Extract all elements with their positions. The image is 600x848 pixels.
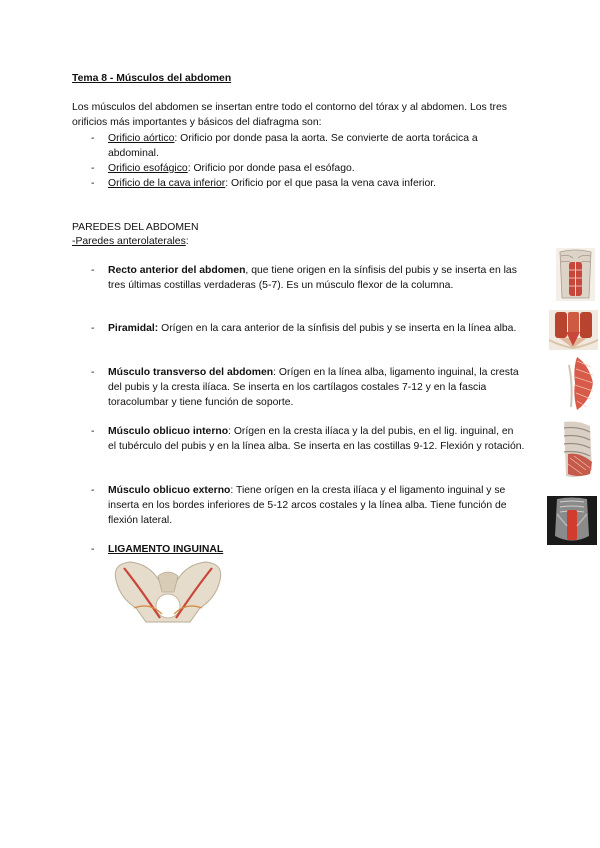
external-oblique-illustration	[547, 496, 597, 545]
subsection-heading-text: -Paredes anterolaterales	[72, 236, 186, 247]
subsection-colon: :	[185, 236, 189, 247]
muscle-desc: Orígen en la cara anterior de la sínfisis del pubis y se inserta en la línea alba.	[158, 323, 517, 334]
list-bullet: -	[91, 265, 95, 276]
list-bullet: -	[91, 323, 95, 334]
list-item	[108, 263, 528, 293]
pyramidalis-illustration	[549, 310, 598, 350]
transverse-abdominis-illustration	[563, 355, 596, 412]
page-title: Tema 8 - Músculos del abdomen	[72, 73, 232, 84]
muscle-term: Piramidal:	[108, 323, 159, 334]
list-bullet: -	[91, 485, 95, 496]
orificio-desc: : Orificio por donde pasa la aorta. Se convierte de aorta torácica a abdominal.	[108, 133, 478, 159]
list-item	[108, 131, 508, 161]
list-bullet: -	[91, 178, 95, 189]
muscle-desc: : Orígen en la línea alba, ligamento inguinal, la cresta del pubis y la cresta ilíaca. Se inserta en los cartílagos costales 7-12 y en la fascia toracolumbar y tiene función de soporte.	[108, 367, 519, 408]
list-bullet: -	[91, 544, 95, 555]
orificio-term: Orificio aórtico	[108, 133, 175, 144]
list-item	[108, 424, 528, 454]
intro-paragraph: Los músculos del abdomen se insertan entre todo el contorno del tórax y al abdomen. Los tres orificios más importantes y básicos del diafragma son:	[72, 102, 507, 128]
muscle-desc: : Tiene orígen en la cresta ilíaca y el ligamento inguinal y se inserta en los bordes inferiores de 5-12 arcos costales y la línea alba. Tiene función de flexión lateral.	[108, 485, 507, 526]
orificio-term: Orificio esofágico	[108, 163, 188, 174]
internal-oblique-illustration	[556, 418, 598, 482]
muscle-desc: , que tiene origen en la sínfisis del pubis y se inserta en las tres últimas costillas verdaderas (5-7). Es un músculo flexor de la columna.	[108, 265, 517, 291]
list-item	[108, 176, 528, 191]
list-item	[108, 161, 528, 176]
subsection-heading	[72, 234, 189, 249]
list-item	[108, 321, 528, 336]
list-bullet: -	[91, 426, 95, 437]
orificio-term: Orificio de la cava inferior	[108, 178, 226, 189]
muscle-desc: : Orígen en la cresta ilíaca y la del pubis, en el lig. inguinal, en el tubérculo del pubis y en la línea alba. Se inserta en las costillas 9-12. Flexión y rotación.	[108, 426, 528, 452]
muscle-term: Músculo oblicuo interno	[108, 426, 229, 437]
ligament-label: LIGAMENTO INGUINAL	[108, 544, 224, 555]
list-bullet: -	[91, 133, 95, 144]
orificio-desc: : Orificio por donde pasa el esófago.	[187, 163, 355, 174]
orificio-desc: : Orificio por el que pasa la vena cava inferior.	[225, 178, 437, 189]
list-bullet: -	[91, 367, 95, 378]
section-heading: PAREDES DEL ABDOMEN	[72, 222, 199, 233]
muscle-term: Recto anterior del abdomen	[108, 265, 246, 276]
inguinal-ligament-illustration	[110, 558, 226, 624]
rectus-abdominis-illustration	[556, 248, 595, 301]
muscle-term: Músculo transverso del abdomen	[108, 367, 274, 378]
muscle-term: Músculo oblicuo externo	[108, 485, 231, 496]
list-item	[108, 365, 528, 410]
list-bullet: -	[91, 163, 95, 174]
list-item	[108, 483, 528, 528]
